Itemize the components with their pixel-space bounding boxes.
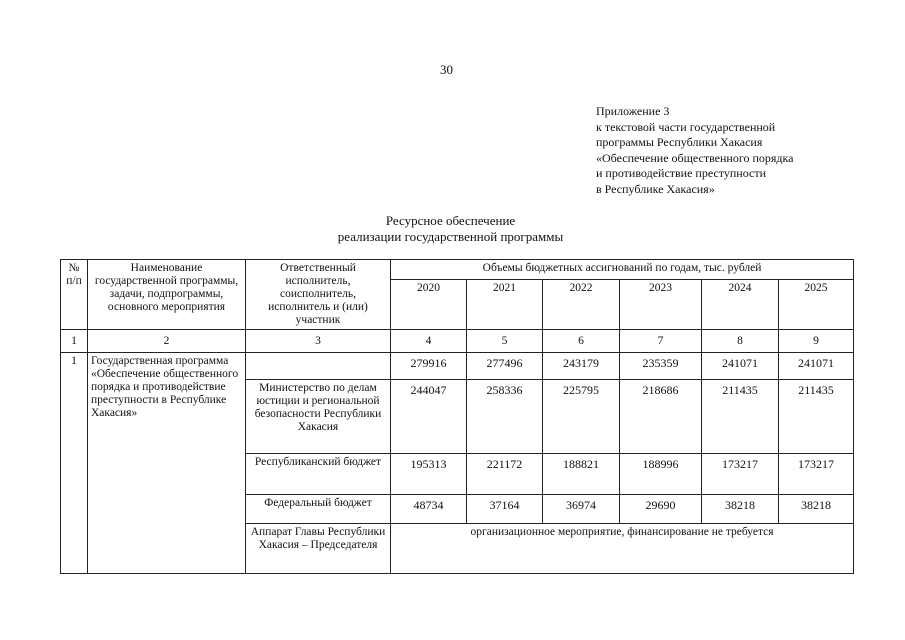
appendix-line: и противодействие преступности <box>596 166 767 181</box>
column-index: 7 <box>620 330 702 353</box>
header-year: 2021 <box>467 280 543 330</box>
executor-cell: Министерство по делам юстиции и региональной безопасности Республики Хакасия <box>246 380 391 454</box>
table-row <box>61 353 854 380</box>
column-index: 9 <box>779 330 854 353</box>
appendix-line: к текстовой части государственной <box>596 119 776 134</box>
column-index: 1 <box>61 330 88 353</box>
financing-note: организационное мероприятие, финансирование не требуется <box>391 524 854 574</box>
value-cell: 221172 <box>467 454 543 495</box>
executor-cell: Федеральный бюджет <box>246 495 391 524</box>
value-cell: 211435 <box>779 380 854 454</box>
value-cell: 36974 <box>543 495 620 524</box>
value-cell: 195313 <box>391 454 467 495</box>
scan-artifact: · · · · · <box>88 610 131 616</box>
column-index: 8 <box>702 330 779 353</box>
value-cell: 244047 <box>391 380 467 454</box>
value-cell: 225795 <box>543 380 620 454</box>
header-volumes: Объемы бюджетных ассигнований по годам, тыс. рублей <box>391 260 854 280</box>
document-title <box>0 213 905 245</box>
page-number: 30 <box>440 62 453 77</box>
appendix-line: программы Республики Хакасия <box>596 135 763 150</box>
resource-table <box>60 259 854 574</box>
header-year: 2025 <box>779 280 854 330</box>
value-cell: 279916 <box>391 353 467 380</box>
value-cell: 241071 <box>779 353 854 380</box>
value-cell: 38218 <box>779 495 854 524</box>
value-cell: 173217 <box>779 454 854 495</box>
value-cell: 241071 <box>702 353 779 380</box>
value-cell: 188996 <box>620 454 702 495</box>
value-cell: 211435 <box>702 380 779 454</box>
executor-cell: Республиканский бюджет <box>246 454 391 495</box>
executor-cell <box>246 353 391 380</box>
column-index: 3 <box>246 330 391 353</box>
value-cell: 188821 <box>543 454 620 495</box>
value-cell: 277496 <box>467 353 543 380</box>
column-index: 6 <box>543 330 620 353</box>
header-year: 2023 <box>620 280 702 330</box>
title-line-1: Ресурсное обеспечение <box>385 213 516 228</box>
column-index-row <box>61 330 854 353</box>
column-index: 4 <box>391 330 467 353</box>
appendix-header <box>596 104 794 198</box>
appendix-line: «Обеспечение общественного порядка <box>596 150 794 165</box>
program-name: Государственная программа «Обеспечение общественного порядка и противодействие преступности в Республике Хакасия» <box>88 353 246 574</box>
header-year: 2024 <box>702 280 779 330</box>
value-cell: 173217 <box>702 454 779 495</box>
column-index: 2 <box>88 330 246 353</box>
value-cell: 48734 <box>391 495 467 524</box>
program-num: 1 <box>61 353 88 574</box>
header-name: Наименование государственной программы, задачи, подпрограммы, основного мероприятия <box>88 260 246 330</box>
value-cell: 258336 <box>467 380 543 454</box>
header-year: 2022 <box>543 280 620 330</box>
header-num: № п/п <box>61 260 88 330</box>
appendix-line: Приложение 3 <box>596 104 670 118</box>
value-cell: 37164 <box>467 495 543 524</box>
appendix-line: в Республике Хакасия» <box>596 181 715 196</box>
value-cell: 218686 <box>620 380 702 454</box>
title-line-2: реализации государственной программы <box>337 229 564 244</box>
executor-cell: Аппарат Главы Республики Хакасия – Председателя <box>246 524 391 574</box>
value-cell: 243179 <box>543 353 620 380</box>
column-index: 5 <box>467 330 543 353</box>
header-executor: Ответственный исполнитель, соисполнитель, исполнитель и (или) участник <box>246 260 391 330</box>
header-year: 2020 <box>391 280 467 330</box>
value-cell: 29690 <box>620 495 702 524</box>
value-cell: 235359 <box>620 353 702 380</box>
value-cell: 38218 <box>702 495 779 524</box>
